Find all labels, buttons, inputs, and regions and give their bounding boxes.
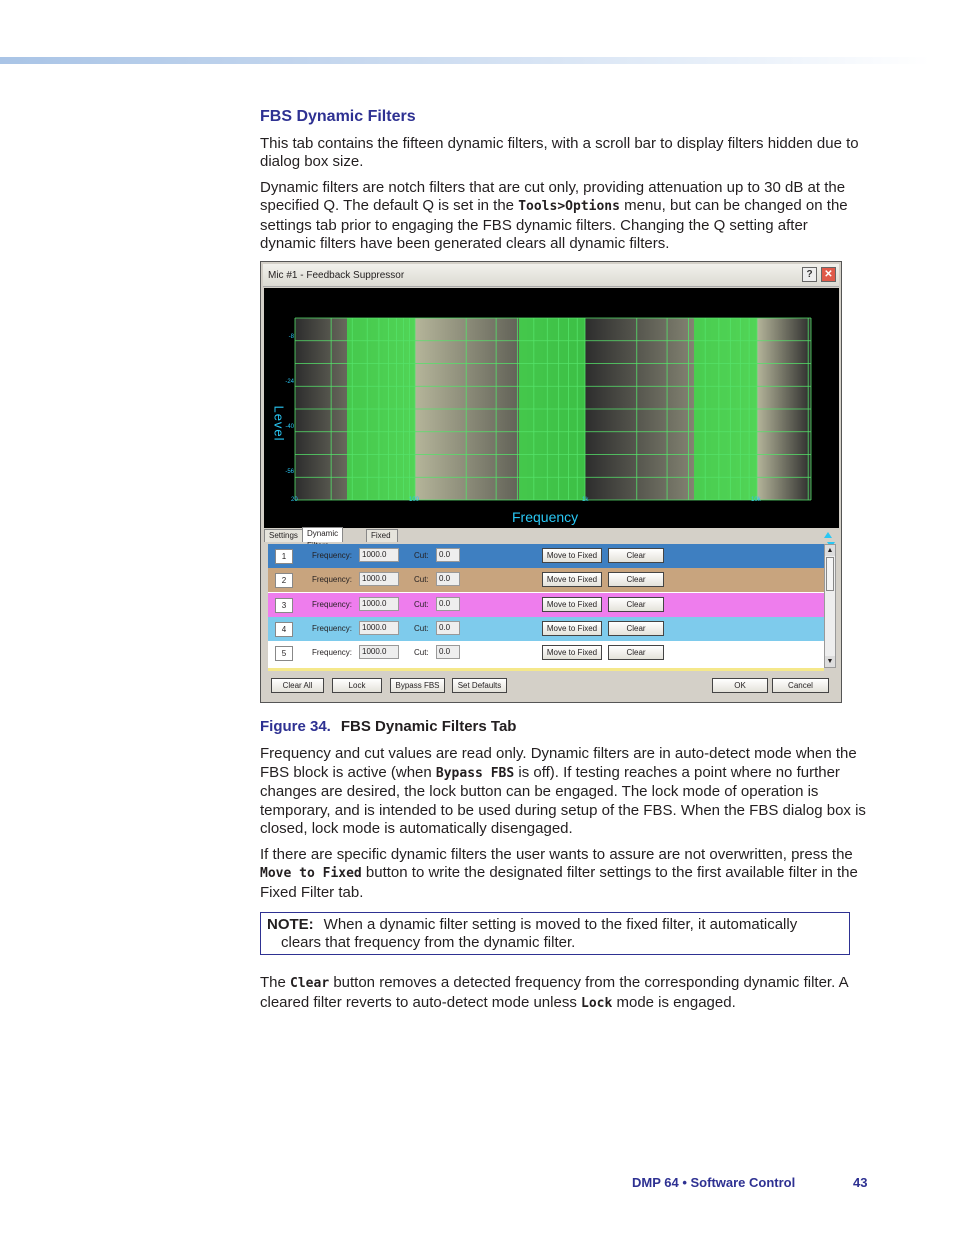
cut-field: 0.0 bbox=[436, 548, 460, 562]
tab-fixed-filters[interactable]: Fixed bbox=[366, 529, 398, 542]
clear-button[interactable]: Clear bbox=[608, 548, 664, 563]
filter-number: 1 bbox=[275, 549, 293, 564]
move-to-fixed-button[interactable]: Move to Fixed bbox=[542, 597, 602, 612]
scroll-up-icon[interactable]: ▲ bbox=[826, 547, 834, 554]
clear-button[interactable]: Clear bbox=[608, 572, 664, 587]
bypass-fbs-button[interactable]: Bypass FBS bbox=[390, 678, 445, 693]
cut-label: Cut: bbox=[414, 623, 429, 633]
scroll-down-icon[interactable]: ▼ bbox=[826, 658, 834, 665]
intro-section bbox=[260, 108, 866, 261]
dialog-titlebar bbox=[263, 264, 839, 287]
inline-code: Bypass FBS bbox=[435, 765, 515, 781]
clear-all-button[interactable]: Clear All bbox=[271, 678, 324, 693]
filter-list bbox=[268, 544, 824, 671]
move-to-fixed-button[interactable]: Move to Fixed bbox=[542, 621, 602, 636]
cut-label: Cut: bbox=[414, 575, 429, 585]
inline-code: Move to Fixed bbox=[260, 866, 362, 881]
move-to-fixed-button[interactable]: Move to Fixed bbox=[542, 572, 602, 587]
filter-row bbox=[268, 593, 824, 617]
frequency-label: Frequency: bbox=[312, 648, 353, 658]
filter-number: 4 bbox=[275, 622, 293, 637]
x-tick: 100 bbox=[409, 497, 420, 503]
filter-row bbox=[268, 641, 824, 665]
paragraph-2: Dynamic filters are notch filters that are cut only, providing attenuation up to 30 dB at the specified Q. The default Q is set in the Tools>Options menu, but can be changed on the settings tab prior to engaging the FBS dynamic filters. Changing the Q setting after dynamic filters have been generated clears all dynamic filters. bbox=[260, 178, 848, 252]
clear-button[interactable]: Clear bbox=[608, 621, 664, 636]
note-box bbox=[260, 912, 850, 955]
figure-title: FBS Dynamic Filters Tab bbox=[340, 718, 517, 735]
filter-number: 5 bbox=[275, 646, 293, 661]
fbs-dialog-screenshot bbox=[260, 261, 842, 703]
expand-arrow-icon[interactable] bbox=[824, 532, 832, 538]
frequency-label: Frequency: bbox=[312, 599, 353, 609]
set-defaults-button[interactable]: Set Defaults bbox=[452, 678, 507, 693]
cut-field: 0.0 bbox=[436, 645, 460, 659]
frequency-plot bbox=[264, 288, 839, 528]
y-tick: -56 bbox=[285, 469, 294, 475]
paragraph-1: This tab contains the fifteen dynamic filters, with a scroll bar to display filters hidden due to dialog box size. bbox=[260, 134, 859, 170]
y-tick: -24 bbox=[285, 379, 294, 385]
figure-number: Figure 34. bbox=[260, 718, 331, 735]
cut-field: 0.0 bbox=[436, 572, 460, 586]
frequency-field: 1000.0 bbox=[359, 645, 399, 659]
footer-page-number: 43 bbox=[853, 1175, 868, 1190]
filter-scrollbar[interactable] bbox=[824, 544, 836, 668]
clear-button[interactable]: Clear bbox=[608, 597, 664, 612]
close-icon[interactable]: ✕ bbox=[821, 267, 836, 282]
frequency-field: 1000.0 bbox=[359, 548, 399, 562]
frequency-label: Frequency: bbox=[312, 623, 353, 633]
body-section-2 bbox=[260, 745, 866, 909]
tab-settings[interactable]: Settings bbox=[264, 529, 303, 542]
header-gradient-bar bbox=[0, 57, 930, 64]
y-axis-label: Level bbox=[271, 405, 287, 442]
note-text-2: clears that frequency from the dynamic filter. bbox=[281, 934, 576, 951]
scroll-thumb[interactable] bbox=[826, 557, 834, 591]
frequency-field: 1000.0 bbox=[359, 572, 399, 586]
figure-caption bbox=[260, 718, 516, 735]
cut-field: 0.0 bbox=[436, 621, 460, 635]
x-tick: 1k bbox=[582, 497, 589, 503]
y-tick: -40 bbox=[285, 424, 294, 430]
frequency-label: Frequency: bbox=[312, 575, 353, 585]
footer-doc-title: DMP 64 • Software Control bbox=[632, 1175, 796, 1190]
filter-row bbox=[268, 617, 824, 641]
paragraph-4: If there are specific dynamic filters the user wants to assure are not overwritten, press the Move to Fixed button to write the designated filter settings to the first available filter in the Fixed Filter tab. bbox=[260, 845, 858, 901]
x-axis-label: Frequency bbox=[512, 509, 579, 525]
move-to-fixed-button[interactable]: Move to Fixed bbox=[542, 548, 602, 563]
filter-row bbox=[268, 544, 824, 568]
x-tick: 20 bbox=[291, 497, 298, 503]
inline-code: Tools>Options bbox=[518, 199, 620, 214]
dialog-title: Mic #1 - Feedback Suppressor bbox=[268, 270, 405, 281]
paragraph-5: The Clear button removes a detected frequency from the corresponding dynamic filter. A cleared filter reverts to auto-detect mode unless Lock mode is engaged. bbox=[260, 974, 848, 1011]
frequency-label: Frequency: bbox=[312, 551, 353, 560]
y-tick: -8 bbox=[288, 334, 294, 340]
inline-code: Lock bbox=[581, 995, 613, 1011]
cut-label: Cut: bbox=[414, 648, 429, 658]
cut-label: Cut: bbox=[414, 551, 429, 560]
x-tick: 10k bbox=[751, 497, 761, 503]
paragraph-3: Frequency and cut values are read only. Dynamic filters are in auto-detect mode when the FBS block is active (when Bypass FBS is off). If testing reaches a point where no further changes are desired, the lock button can be engaged. The lock mode of operation is temporary, and is intended to be used during setup of the FBS. When the FBS dialog box is closed, lock mode is automatically disengaged. bbox=[260, 745, 866, 837]
inline-code: Clear bbox=[290, 976, 330, 991]
body-section-3 bbox=[260, 974, 866, 1020]
note-label: NOTE: bbox=[267, 916, 314, 933]
frequency-field: 1000.0 bbox=[359, 597, 399, 611]
section-heading: FBS Dynamic Filters bbox=[260, 108, 416, 125]
cut-field: 0.0 bbox=[436, 597, 460, 611]
plot-graphic bbox=[264, 288, 839, 528]
cut-label: Cut: bbox=[414, 599, 429, 609]
filter-number: 3 bbox=[275, 598, 293, 613]
note-text-1: When a dynamic filter setting is moved to the fixed filter, it automatically bbox=[323, 916, 798, 933]
move-to-fixed-button[interactable]: Move to Fixed bbox=[542, 645, 602, 660]
filter-number: 2 bbox=[275, 573, 293, 588]
clear-button[interactable]: Clear bbox=[608, 645, 664, 660]
tab-dynamic-filters[interactable]: Dynamic bbox=[302, 527, 343, 542]
cancel-button[interactable]: Cancel bbox=[772, 678, 829, 693]
filter-row bbox=[268, 568, 824, 592]
ok-button[interactable]: OK bbox=[712, 678, 768, 693]
lock-button[interactable]: Lock bbox=[332, 678, 382, 693]
help-icon[interactable]: ? bbox=[802, 267, 817, 282]
frequency-field: 1000.0 bbox=[359, 621, 399, 635]
